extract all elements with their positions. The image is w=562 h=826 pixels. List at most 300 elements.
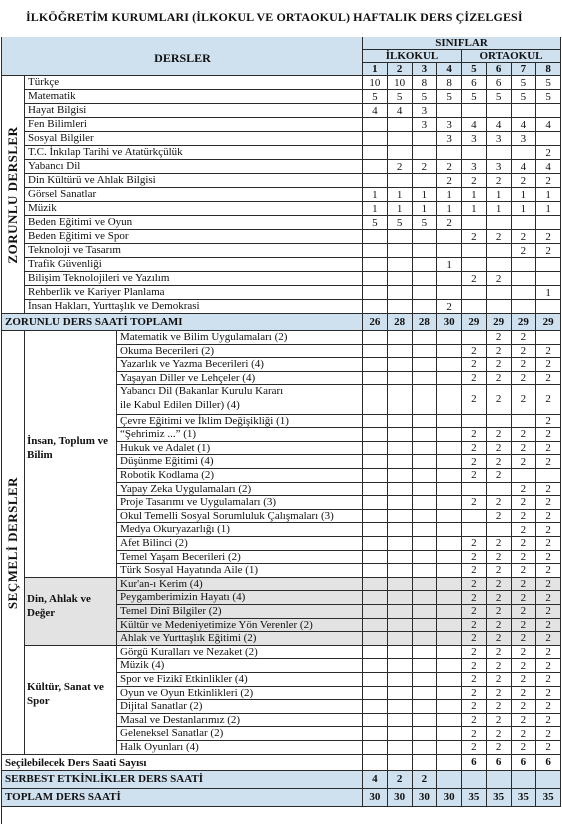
zorunlu-ders-hours [388, 118, 413, 132]
secmeli-ders-hours: 2 [487, 372, 512, 386]
secmeli-ders-hours: 2 [536, 510, 561, 524]
secmeli-ders-name [117, 591, 363, 605]
zorunlu-ders-name-text: T.C. İnkılap Tarihi ve Atatürkçülük [28, 146, 183, 158]
secmeli-ders-hours [363, 385, 388, 414]
secmeli-ders-hours: 2 [512, 537, 537, 551]
secilebilecek-value: 6 [512, 755, 537, 771]
secmeli-ders-hours: 2 [512, 564, 537, 578]
zorunlu-ders-hours [363, 258, 388, 272]
secmeli-ders-hours: 2 [536, 700, 561, 714]
secmeli-ders-hours: 2 [536, 727, 561, 741]
secmeli-ders-hours [363, 619, 388, 633]
serbest-etkinlik-value [462, 771, 487, 789]
zorunlu-ders-hours: 1 [437, 188, 462, 202]
zorunlu-ders-name [25, 118, 363, 132]
secmeli-ders-name-text: Halk Oyunları (4) [120, 741, 199, 753]
zorunlu-ders-hours: 8 [437, 76, 462, 90]
zorunlu-ders-hours [437, 272, 462, 286]
zorunlu-ders-hours [487, 216, 512, 230]
zorunlu-ders-name [25, 216, 363, 230]
secmeli-ders-hours: 2 [536, 646, 561, 660]
zorunlu-ders-hours [388, 300, 413, 314]
secmeli-ders-hours [413, 385, 438, 414]
secmeli-ders-hours [413, 496, 438, 510]
secmeli-ders-hours [388, 700, 413, 714]
zorunlu-ders-hours [536, 132, 561, 146]
zorunlu-ders-hours [512, 286, 537, 300]
secmeli-ders-hours [363, 372, 388, 386]
toplam-ders-saati-value: 30 [363, 789, 388, 807]
secmeli-ders-hours: 2 [512, 673, 537, 687]
secmeli-ders-hours [388, 537, 413, 551]
ortaokul-header: ORTAOKUL [462, 50, 561, 63]
zorunlu-ders-hours: 3 [437, 118, 462, 132]
zorunlu-ders-hours [363, 146, 388, 160]
secmeli-ders-hours: 2 [487, 331, 512, 345]
secmeli-ders-name-text: “Şehrimiz ...” (1) [120, 428, 197, 441]
secmeli-ders-hours [388, 687, 413, 701]
secmeli-ders-hours [413, 523, 438, 537]
zorunlu-ders-hours [363, 174, 388, 188]
toplam-ders-saati-value: 35 [462, 789, 487, 807]
secmeli-ders-hours [413, 632, 438, 646]
zorunlu-ders-hours: 2 [536, 174, 561, 188]
zorunlu-ders-hours [462, 244, 487, 258]
zorunlu-ders-name-text: Görsel Sanatlar [28, 188, 97, 200]
secmeli-ders-name-text: Afet Bilinci (2) [120, 537, 188, 549]
zorunlu-total-value: 28 [388, 314, 413, 331]
secmeli-ders-name [117, 646, 363, 660]
zorunlu-ders-hours [512, 272, 537, 286]
secmeli-ders-hours: 2 [536, 741, 561, 755]
zorunlu-ders-hours [388, 244, 413, 258]
secmeli-ders-hours: 2 [462, 632, 487, 646]
serbest-etkinlik-label [2, 771, 363, 789]
secmeli-ders-name-text: Proje Tasarımı ve Uygulamaları (3) [120, 496, 277, 509]
secmeli-ders-hours: 2 [536, 372, 561, 386]
secmeli-ders-hours [413, 415, 438, 429]
zorunlu-ders-hours: 1 [437, 258, 462, 272]
secmeli-ders-name-text: Hukuk ve Adalet (1) [120, 441, 211, 454]
secmeli-ders-hours: 2 [512, 428, 537, 442]
zorunlu-ders-hours: 3 [413, 104, 438, 118]
secmeli-ders-hours: 2 [512, 741, 537, 755]
zorunlu-ders-name-text: Hayat Bilgisi [28, 104, 87, 116]
secmeli-ders-hours: 2 [487, 578, 512, 592]
secmeli-ders-hours [363, 673, 388, 687]
secmeli-ders-hours [413, 714, 438, 728]
secmeli-ders-hours: 2 [487, 646, 512, 660]
secmeli-ders-hours: 2 [512, 358, 537, 372]
grade-header: 2 [388, 63, 413, 76]
zorunlu-ders-hours: 2 [536, 244, 561, 258]
secmeli-ders-hours: 2 [536, 496, 561, 510]
zorunlu-ders-hours [487, 146, 512, 160]
secmeli-ders-hours [388, 727, 413, 741]
secmeli-ders-hours: 2 [487, 700, 512, 714]
zorunlu-ders-hours: 1 [388, 202, 413, 216]
zorunlu-ders-hours [388, 286, 413, 300]
secmeli-ders-hours: 2 [487, 510, 512, 524]
zorunlu-ders-name-text: Teknoloji ve Tasarım [28, 244, 121, 256]
zorunlu-ders-hours [487, 104, 512, 118]
secmeli-ders-hours [363, 415, 388, 429]
secilebilecek-value [388, 755, 413, 771]
secmeli-ders-hours [437, 385, 462, 414]
secmeli-section-label: SEÇMELİ DERSLER [5, 476, 20, 609]
secmeli-ders-hours: 2 [487, 385, 512, 414]
zorunlu-ders-name-text: Müzik [28, 202, 57, 214]
secmeli-ders-hours: 2 [536, 523, 561, 537]
secmeli-ders-hours: 2 [536, 659, 561, 673]
zorunlu-ders-hours [363, 230, 388, 244]
secmeli-ders-hours: 2 [462, 469, 487, 483]
secmeli-ders-hours [388, 442, 413, 456]
zorunlu-ders-name-text: Rehberlik ve Kariyer Planlama [28, 286, 165, 298]
secmeli-ders-hours [462, 483, 487, 497]
secmeli-ders-name-text: Masal ve Destanlarımız (2) [120, 713, 241, 726]
zorunlu-total-label [2, 314, 363, 331]
serbest-etkinlik-value: 2 [388, 771, 413, 789]
secmeli-ders-name-text: Temel Dinî Bilgiler (2) [120, 605, 222, 617]
secmeli-ders-hours [413, 700, 438, 714]
secmeli-group-label: Kültür, Sanat ve Spor [27, 681, 104, 708]
zorunlu-ders-hours: 5 [487, 90, 512, 104]
ilkokul-header: İLKOKUL [363, 50, 462, 63]
secmeli-ders-hours [388, 714, 413, 728]
secmeli-ders-hours [363, 714, 388, 728]
secmeli-ders-hours: 2 [487, 564, 512, 578]
zorunlu-ders-hours: 4 [462, 118, 487, 132]
secmeli-ders-hours [388, 385, 413, 414]
secmeli-ders-hours: 2 [462, 687, 487, 701]
secmeli-ders-hours: 2 [536, 591, 561, 605]
secmeli-ders-hours: 2 [487, 345, 512, 359]
serbest-etkinlik-value [512, 771, 537, 789]
secmeli-ders-hours [437, 483, 462, 497]
zorunlu-total-value: 29 [462, 314, 487, 331]
secmeli-ders-name [117, 619, 363, 633]
secmeli-ders-hours [512, 469, 537, 483]
secmeli-ders-hours: 2 [462, 385, 487, 414]
zorunlu-ders-hours: 1 [388, 188, 413, 202]
zorunlu-ders-hours: 2 [437, 300, 462, 314]
secmeli-ders-hours [388, 496, 413, 510]
secmeli-ders-hours [388, 591, 413, 605]
zorunlu-ders-hours [413, 300, 438, 314]
secmeli-ders-hours [363, 442, 388, 456]
zorunlu-ders-hours: 5 [536, 76, 561, 90]
toplam-ders-saati-value: 35 [487, 789, 512, 807]
secmeli-ders-name-text: Peygamberimizin Hayatı (4) [120, 591, 246, 604]
secmeli-ders-hours [388, 345, 413, 359]
secmeli-ders-hours [437, 727, 462, 741]
zorunlu-ders-hours [437, 244, 462, 258]
secmeli-ders-name [117, 469, 363, 483]
zorunlu-ders-hours: 6 [487, 76, 512, 90]
secmeli-ders-name [117, 741, 363, 755]
serbest-etkinlik-label-text: SERBEST ETKİNLİKLER DERS SAATİ [5, 772, 203, 785]
secmeli-ders-hours: 2 [536, 358, 561, 372]
secmeli-ders-hours [437, 523, 462, 537]
zorunlu-total-value: 29 [487, 314, 512, 331]
secmeli-ders-hours: 2 [512, 619, 537, 633]
secmeli-ders-name-text: Medya Okuryazarlığı (1) [120, 523, 230, 536]
secmeli-ders-hours [388, 483, 413, 497]
zorunlu-ders-hours [536, 258, 561, 272]
zorunlu-ders-hours: 2 [536, 146, 561, 160]
zorunlu-ders-hours [487, 286, 512, 300]
secmeli-ders-hours [363, 741, 388, 755]
zorunlu-ders-hours [413, 258, 438, 272]
secmeli-ders-hours [437, 428, 462, 442]
secmeli-ders-hours [512, 415, 537, 429]
secmeli-ders-hours [413, 455, 438, 469]
secmeli-ders-hours [437, 358, 462, 372]
zorunlu-ders-name [25, 258, 363, 272]
zorunlu-ders-hours [462, 286, 487, 300]
secmeli-ders-hours: 2 [462, 659, 487, 673]
secmeli-ders-name-text: Çevre Eğitimi ve İklim Değişikliği (1) [120, 414, 289, 427]
secmeli-ders-hours: 2 [487, 469, 512, 483]
secmeli-ders-name [117, 632, 363, 646]
secmeli-ders-hours [413, 727, 438, 741]
secmeli-ders-name-text: Yazarlık ve Yazma Becerileri (4) [120, 358, 264, 371]
zorunlu-ders-hours: 1 [512, 202, 537, 216]
secmeli-ders-hours: 2 [512, 727, 537, 741]
secmeli-ders-hours [388, 358, 413, 372]
zorunlu-ders-hours: 2 [512, 230, 537, 244]
secmeli-ders-hours: 2 [462, 619, 487, 633]
secmeli-ders-hours [413, 331, 438, 345]
secmeli-ders-hours [388, 469, 413, 483]
secmeli-ders-hours [363, 564, 388, 578]
zorunlu-ders-hours: 1 [487, 188, 512, 202]
dersler-header-label: DERSLER [154, 51, 211, 65]
serbest-etkinlik-value: 4 [363, 771, 388, 789]
secmeli-ders-hours: 2 [512, 385, 537, 414]
secmeli-ders-hours: 2 [536, 442, 561, 456]
secilebilecek-value: 6 [462, 755, 487, 771]
secmeli-ders-hours [363, 687, 388, 701]
secmeli-ders-hours [487, 483, 512, 497]
secmeli-ders-hours [363, 455, 388, 469]
zorunlu-ders-hours [437, 146, 462, 160]
toplam-ders-saati-value: 35 [536, 789, 561, 807]
zorunlu-ders-hours: 4 [363, 104, 388, 118]
secmeli-ders-hours [388, 659, 413, 673]
secmeli-ders-hours: 2 [536, 687, 561, 701]
zorunlu-ders-hours: 2 [536, 230, 561, 244]
grade-header: 4 [437, 63, 462, 76]
zorunlu-total-value: 29 [512, 314, 537, 331]
zorunlu-ders-hours: 4 [512, 118, 537, 132]
zorunlu-ders-hours: 8 [413, 76, 438, 90]
zorunlu-ders-name-text: Yabancı Dil [28, 160, 81, 172]
zorunlu-ders-hours: 4 [512, 160, 537, 174]
secmeli-ders-hours [388, 428, 413, 442]
secmeli-ders-hours: 2 [487, 687, 512, 701]
secmeli-ders-hours [536, 469, 561, 483]
grade-header: 3 [413, 63, 438, 76]
secmeli-ders-hours: 2 [512, 700, 537, 714]
secmeli-ders-hours [437, 605, 462, 619]
zorunlu-ders-hours [512, 216, 537, 230]
secmeli-ders-hours: 2 [487, 605, 512, 619]
secmeli-ders-hours [487, 415, 512, 429]
secmeli-ders-hours [462, 510, 487, 524]
secmeli-ders-hours [437, 455, 462, 469]
secmeli-ders-hours [388, 331, 413, 345]
secmeli-ders-hours: 2 [462, 646, 487, 660]
zorunlu-ders-name [25, 76, 363, 90]
zorunlu-ders-hours: 3 [462, 132, 487, 146]
secmeli-ders-hours [363, 537, 388, 551]
zorunlu-ders-hours: 10 [388, 76, 413, 90]
secmeli-ders-hours: 2 [462, 428, 487, 442]
secmeli-ders-hours: 2 [512, 442, 537, 456]
secmeli-ders-name [117, 385, 363, 414]
secmeli-ders-name-text: Okul Temelli Sosyal Sorumluluk Çalışmaları (3) [120, 509, 334, 522]
zorunlu-ders-hours: 1 [413, 188, 438, 202]
secmeli-ders-hours [363, 700, 388, 714]
secmeli-ders-name-line2: ile Kabul Edilen Diller) (4) [120, 399, 240, 412]
secmeli-ders-hours: 2 [487, 537, 512, 551]
secmeli-ders-hours: 2 [462, 578, 487, 592]
secmeli-ders-hours: 2 [462, 345, 487, 359]
secmeli-ders-hours: 2 [536, 673, 561, 687]
secmeli-ders-hours: 2 [536, 632, 561, 646]
secmeli-ders-name [117, 358, 363, 372]
zorunlu-ders-hours [536, 272, 561, 286]
zorunlu-ders-hours: 1 [462, 202, 487, 216]
zorunlu-ders-hours: 5 [512, 90, 537, 104]
secmeli-ders-hours [437, 442, 462, 456]
zorunlu-section-label: ZORUNLU DERSLER [5, 126, 20, 264]
secmeli-ders-hours: 2 [462, 358, 487, 372]
zorunlu-ders-hours: 4 [536, 118, 561, 132]
secilebilecek-value: 6 [487, 755, 512, 771]
secmeli-ders-hours: 2 [512, 372, 537, 386]
secmeli-ders-hours: 2 [487, 619, 512, 633]
secmeli-ders-hours [413, 372, 438, 386]
grade-header: 1 [363, 63, 388, 76]
secmeli-ders-hours: 2 [512, 714, 537, 728]
secmeli-ders-name [117, 714, 363, 728]
zorunlu-ders-hours: 4 [388, 104, 413, 118]
secmeli-ders-hours: 2 [462, 564, 487, 578]
secmeli-ders-hours: 2 [536, 385, 561, 414]
secmeli-ders-hours [363, 551, 388, 565]
zorunlu-ders-hours: 2 [437, 216, 462, 230]
zorunlu-ders-hours: 1 [536, 202, 561, 216]
zorunlu-ders-hours: 1 [363, 202, 388, 216]
secmeli-ders-hours [363, 496, 388, 510]
zorunlu-ders-name [25, 146, 363, 160]
zorunlu-ders-name-text: İnsan Hakları, Yurttaşlık ve Demokrasi [28, 300, 200, 312]
zorunlu-ders-hours [462, 216, 487, 230]
secmeli-ders-hours [437, 591, 462, 605]
secmeli-ders-hours: 2 [487, 496, 512, 510]
secmeli-ders-name-text: Görgü Kuralları ve Nezaket (2) [120, 645, 258, 658]
secmeli-ders-hours: 2 [512, 646, 537, 660]
secmeli-ders-name-text: Oyun ve Oyun Etkinlikleri (2) [120, 686, 254, 699]
zorunlu-ders-hours [363, 286, 388, 300]
zorunlu-ders-hours [462, 300, 487, 314]
zorunlu-ders-hours [363, 132, 388, 146]
zorunlu-ders-hours: 5 [388, 90, 413, 104]
secmeli-ders-name [117, 537, 363, 551]
zorunlu-total-label-text: ZORUNLU DERS SAATİ TOPLAMI [5, 316, 183, 328]
secilebilecek-value: 6 [536, 755, 561, 771]
secmeli-ders-name [117, 727, 363, 741]
secmeli-ders-hours: 2 [487, 673, 512, 687]
secmeli-ders-name [117, 331, 363, 345]
secmeli-ders-name [117, 673, 363, 687]
zorunlu-ders-hours [536, 104, 561, 118]
secmeli-ders-hours [437, 510, 462, 524]
zorunlu-ders-hours [388, 132, 413, 146]
secmeli-ders-name-text: Yabancı Dil (Bakanlar Kurulu Kararı [120, 385, 284, 398]
zorunlu-ders-hours [462, 104, 487, 118]
secmeli-ders-hours [388, 646, 413, 660]
grade-header: 7 [512, 63, 537, 76]
secmeli-ders-hours [363, 523, 388, 537]
secmeli-ders-hours [437, 415, 462, 429]
zorunlu-ders-name [25, 160, 363, 174]
zorunlu-ders-name-text: Din Kültürü ve Ahlak Bilgisi [28, 174, 156, 186]
secmeli-ders-name-text: Türk Sosyal Hayatında Aile (1) [120, 564, 259, 577]
secmeli-ders-hours [437, 673, 462, 687]
secmeli-ders-hours: 2 [512, 632, 537, 646]
secmeli-ders-hours: 2 [487, 741, 512, 755]
zorunlu-ders-hours: 5 [512, 76, 537, 90]
secmeli-ders-hours [437, 632, 462, 646]
zorunlu-ders-hours [413, 244, 438, 258]
zorunlu-ders-name [25, 104, 363, 118]
zorunlu-ders-hours: 1 [437, 202, 462, 216]
zorunlu-ders-hours [413, 272, 438, 286]
zorunlu-ders-name [25, 230, 363, 244]
secmeli-ders-hours: 2 [487, 551, 512, 565]
zorunlu-ders-hours: 3 [462, 160, 487, 174]
zorunlu-ders-name [25, 244, 363, 258]
secmeli-ders-hours: 2 [536, 537, 561, 551]
secmeli-ders-name [117, 483, 363, 497]
secmeli-ders-hours: 2 [512, 483, 537, 497]
zorunlu-ders-hours: 3 [437, 132, 462, 146]
zorunlu-ders-hours: 2 [512, 174, 537, 188]
secmeli-ders-hours: 2 [462, 442, 487, 456]
zorunlu-ders-hours: 2 [413, 160, 438, 174]
secmeli-ders-name-text: Temel Yaşam Becerileri (2) [120, 550, 241, 563]
secmeli-ders-hours: 2 [536, 415, 561, 429]
secmeli-ders-hours [437, 496, 462, 510]
secmeli-ders-hours [363, 727, 388, 741]
zorunlu-ders-hours: 2 [437, 160, 462, 174]
zorunlu-ders-hours: 2 [487, 174, 512, 188]
secmeli-ders-hours [413, 659, 438, 673]
zorunlu-ders-hours: 2 [437, 174, 462, 188]
secmeli-ders-name [117, 659, 363, 673]
zorunlu-ders-hours: 5 [388, 216, 413, 230]
secmeli-ders-hours [413, 345, 438, 359]
zorunlu-ders-hours: 4 [487, 118, 512, 132]
secmeli-ders-hours [413, 469, 438, 483]
secmeli-ders-name [117, 551, 363, 565]
zorunlu-ders-hours [487, 300, 512, 314]
secmeli-ders-hours: 2 [462, 673, 487, 687]
